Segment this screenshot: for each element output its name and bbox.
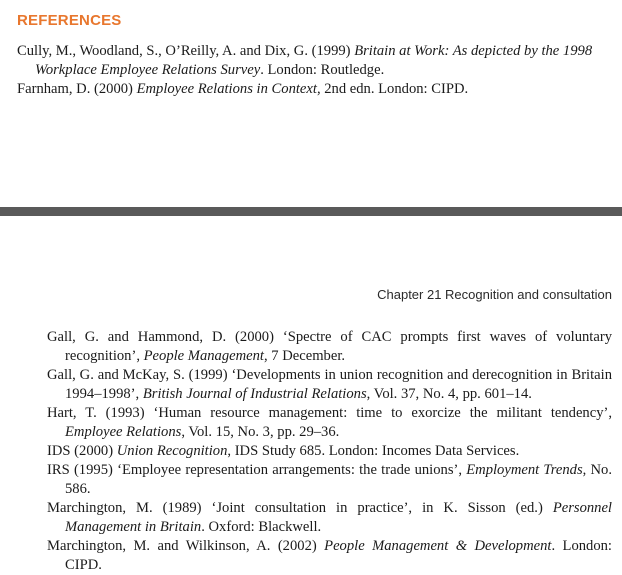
references-heading: REFERENCES	[17, 12, 122, 29]
reference-title: People Management & Development	[324, 538, 552, 554]
reference-publisher: , 2nd edn. London: CIPD.	[316, 81, 469, 97]
reference-title: Employee Relations in Context	[136, 81, 317, 97]
reference-entry-gall-hammond	[47, 328, 612, 366]
reference-title: British Journal of Industrial Relations	[142, 386, 367, 402]
reference-title: Personnel Management in Britain	[65, 500, 612, 535]
reference-entry-marchington-wilkinson	[47, 537, 612, 575]
reference-publisher: , Vol. 37, No. 4, pp. 601–14.	[366, 386, 532, 402]
chapter-running-head: Chapter 21 Recognition and consultation	[377, 287, 612, 302]
reference-publisher: . Oxford: Blackwell.	[201, 519, 322, 535]
reference-title: People Management	[143, 348, 264, 364]
reference-entry-cully	[17, 42, 607, 80]
reference-entry-gall-mckay	[47, 366, 612, 404]
reference-title: Britain at Work: As depicted by the 1998 Workplace Employee Relations Survey	[35, 43, 593, 78]
reference-title: Employee Relations	[65, 424, 182, 440]
reference-entry-farnham	[17, 80, 607, 99]
reference-authors: Marchington, M. (1989) ‘Joint consultation in practice’, in K. Sisson (ed.)	[47, 500, 553, 516]
reference-authors: Hart, T. (1993) ‘Human resource management: time to exorcize the militant tendency’,	[47, 405, 612, 421]
reference-entry-hart	[47, 404, 612, 442]
reference-publisher: . London: Routledge.	[260, 62, 385, 78]
reference-publisher: , No. 586.	[65, 462, 613, 497]
reference-authors: Gall, G. and McKay, S. (1999) ‘Developments in union recognition and derecognition in Britain 1994–1998’,	[47, 367, 612, 402]
reference-title: Union Recognition	[116, 443, 228, 459]
reference-entry-irs	[47, 461, 612, 499]
reference-authors: IRS (1995) ‘Employee representation arrangements: the trade unions’,	[47, 462, 467, 478]
reference-authors: IDS (2000)	[47, 443, 117, 459]
reference-authors: Marchington, M. and Wilkinson, A. (2002)	[47, 538, 325, 554]
reference-list-bottom	[47, 328, 612, 575]
reference-list-top	[17, 42, 607, 99]
page-top-section	[0, 0, 622, 207]
reference-authors: Cully, M., Woodland, S., O’Reilly, A. and Dix, G. (1999)	[17, 43, 355, 59]
reference-title: Employment Trends	[466, 462, 583, 478]
reference-publisher: , Vol. 15, No. 3, pp. 29–36.	[181, 424, 340, 440]
reference-publisher: , 7 December.	[263, 348, 346, 364]
reference-publisher: . London: CIPD.	[65, 538, 612, 573]
reference-authors: Farnham, D. (2000)	[17, 81, 137, 97]
reference-entry-ids	[47, 442, 612, 461]
page-divider-bar	[0, 207, 622, 216]
reference-publisher: , IDS Study 685. London: Incomes Data Services.	[227, 443, 520, 459]
reference-entry-marchington-1989	[47, 499, 612, 537]
reference-authors: Gall, G. and Hammond, D. (2000) ‘Spectre of CAC prompts first waves of voluntary recognition’,	[47, 329, 612, 364]
